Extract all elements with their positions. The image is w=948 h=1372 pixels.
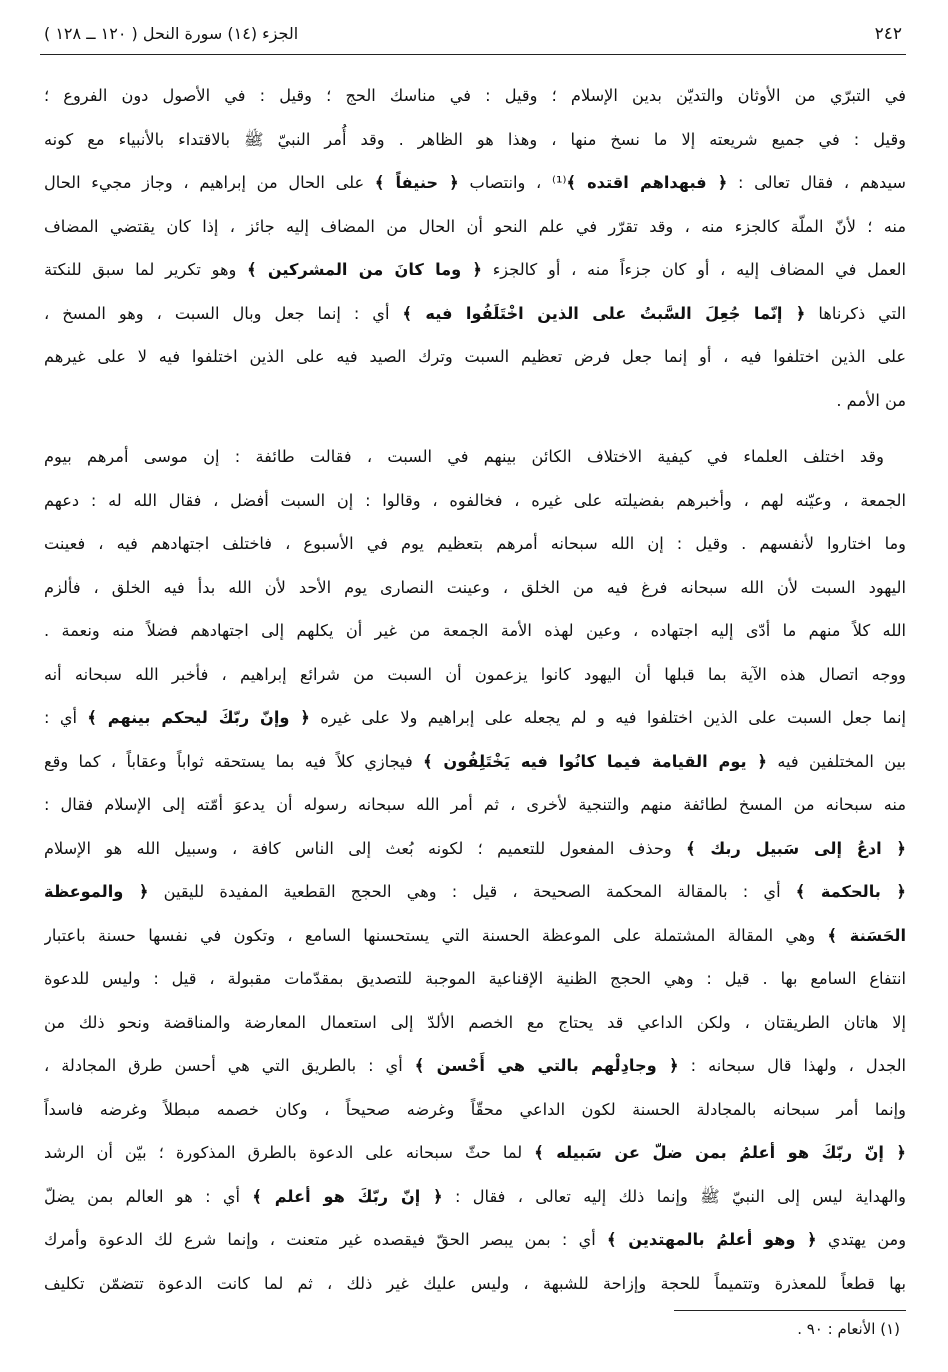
text-run: على الحال من إبراهيم ، وجاز مجيء الحال	[44, 173, 375, 192]
text-run: فيجازي كلاً فيه بما يستحقه ثواباً وعقاباً ، كما وقع	[44, 751, 424, 771]
text-run: منه ؛ لأنّ الملّة كالجزء منه ، وقد تقرّر في علم النحو أن الحال من المضاف إليه جائز ، إذا كان يقتضي المضاف	[44, 216, 906, 236]
text-run: في التبرّي من الأوثان والتديّن بدين الإسلام ؛ وقيل : في مناسك الحج ؛ وقيل : في الأصول دون الفروع ؛	[44, 86, 906, 105]
text-line	[44, 1135, 906, 1179]
text-run: ⁽¹⁾ ، وانتصاب	[458, 173, 567, 192]
quran-quote: ﴿ حنيفاً ﴾	[374, 173, 459, 192]
quran-quote: الحَسَنة ﴾	[827, 925, 906, 945]
text-run: أي : هو العالم بمن يضلّ	[44, 1186, 253, 1206]
paragraph-gap	[44, 426, 906, 439]
text-run: بين المختلفين فيه	[766, 751, 906, 771]
quran-quote: ﴿ والموعظة	[44, 882, 149, 901]
text-run: وما اختاروا لأنفسهم . وقيل : إن الله سبحانه أمرهم بتعظيم يوم في الأسبوع ، فاختلف اجتهادهم فيه ، فعينت	[44, 534, 906, 553]
text-run: وحذف المفعول للتعميم ؛ لكونه بُعث إلى الناس كافة ، وسبيل الله هو الإسلام	[44, 838, 687, 858]
text-run: وقيل : في جميع شريعته إلا ما نسخ منها ، وهذا هو الظاهر . وقد أُمر النبيّ ﷺ بالاقتداء بالأنبياء مع كونه	[44, 129, 906, 149]
text-run: الجدل ، ولهذا قال سبحانه :	[678, 1056, 906, 1075]
text-line	[44, 1222, 906, 1266]
text-line	[44, 700, 906, 744]
footnote: (١) الأنعام : ٩٠ .	[797, 1320, 900, 1338]
text-run: انتفاع السامع بها . قيل : وهي الحجج الظنية الإقناعية الموجبة للتصديق بمقدّمات مقبولة ، قيل : وليس للدعوة	[44, 969, 906, 988]
text-line	[44, 526, 906, 570]
quran-quote: ﴿ ادعُ إلى سَبيل ربك ﴾	[686, 838, 906, 858]
text-line	[44, 657, 906, 701]
quran-quote: ﴿ وجادِلْهم بالتي هي أَحْسن ﴾	[414, 1056, 679, 1075]
page-number: ٢٤٢	[874, 24, 902, 44]
text-run: الجمعة ، وعيّنه لهم ، وأخبرهم بفضيلته على غيره ، فخالفوه ، وقالوا : إن السبت أفضل ، فقال الله له : دعهم	[44, 490, 906, 510]
text-run: التي ذكرناها	[805, 303, 906, 323]
text-run: من الأمم .	[836, 390, 906, 410]
text-line	[44, 296, 906, 340]
text-line	[44, 209, 906, 253]
quran-quote: ﴿ إنّ ربّكَ هو أعلم ﴾	[252, 1186, 443, 1206]
quran-quote: ﴿ يوم القيامة فيما كانُوا فيه يَخْتَلِفُون ﴾	[423, 751, 767, 771]
running-header	[40, 22, 906, 55]
text-line	[44, 1179, 906, 1223]
text-run: وهي المقالة المشتملة على الموعظة الحسنة التي يستحسنها السامع ، وتكون في نفسها حسنة باعتبار	[44, 925, 828, 945]
text-run: على الذين اختلفوا فيه ، أو إنما جعل فرض تعظيم السبت وترك الصيد فيه على الذين اختلفوا فيه لا على غيرهم	[44, 347, 906, 366]
text-run: الله كلاً منهم ما أدّى إليه اجتهاده ، وعين لهذه الأمة الجمعة من غير أن يكلهم إلى اجتهادهم فضلاً منه ونعمة .	[44, 621, 906, 640]
quran-quote: ﴿ وهو أعلمُ بالمهتدين ﴾	[607, 1230, 817, 1249]
text-run: أي : بمن يبصر الحقّ فيقصده غير متعنت ، وإنما شرع لك الدعوة وأمرك	[44, 1230, 608, 1249]
text-line	[44, 1266, 906, 1310]
text-line	[44, 439, 906, 483]
text-line	[44, 383, 906, 427]
text-run: أي : بالمقالة المحكمة الصحيحة ، قيل : وهي الحجج القطعية المفيدة لليقين	[148, 882, 796, 901]
text-line	[44, 787, 906, 831]
quran-quote: ﴿ فبهداهم اقتده ﴾	[566, 173, 728, 192]
text-line	[44, 918, 906, 962]
footnote-divider	[674, 1310, 906, 1311]
page-body	[44, 78, 906, 1309]
quran-quote: ﴿ بالحكمة ﴾	[795, 882, 906, 901]
quran-quote: ﴿ وما كانَ من المشركين ﴾	[247, 260, 482, 279]
text-run: إلا هاتان الطريقتان ، ولكن الداعي قد يحتاج مع الخصم الألدّ إلى استعمال المعارضة والمناقضة ونحو ذلك من	[44, 1012, 906, 1032]
text-run: أي :	[44, 708, 88, 727]
running-title: الجزء (١٤) سورة النحل ( ١٢٠ ــ ١٢٨ )	[44, 24, 299, 43]
text-run: إنما جعل السبت على الذين اختلفوا فيه و لم يجعله على إبراهيم ولا على غيره	[309, 708, 906, 727]
text-run: بها قطعاً للمعذرة وتتميماً للحجة وإزاحة للشبهة ، وليس عليك غير ذلك ، ثم لما كانت الدعوة تتضمّن تكليف	[44, 1273, 906, 1293]
text-line	[44, 122, 906, 166]
quran-quote: ﴿ وإنّ ربّكَ ليحكم بينهم ﴾	[87, 708, 310, 727]
quran-quote: ﴿ إنّ ربّكَ هو أعلمُ بمن ضلّ عن سَبيله ﴾	[534, 1143, 906, 1162]
text-run: ومن يهتدي	[816, 1230, 906, 1249]
text-run: أي : بالطريق التي هي أحسن طرق المجادلة ،	[44, 1056, 415, 1075]
text-line	[44, 165, 906, 209]
text-line	[44, 831, 906, 875]
text-run: العمل في المضاف إليه ، أو كان جزءاً منه ، أو كالجزء	[481, 260, 906, 279]
text-run: والهداية ليس إلى النبيّ ﷺ وإنما ذلك إليه تعالى ، فقال :	[442, 1186, 906, 1206]
text-run: لما حثّ سبحانه على الدعوة بالطرق المذكورة ؛ بيّن أن الرشد	[44, 1143, 535, 1162]
text-line	[44, 1005, 906, 1049]
text-line	[44, 483, 906, 527]
text-line	[44, 874, 906, 918]
text-line	[44, 744, 906, 788]
text-run: وإنما أمر سبحانه بالمجادلة الحسنة لكون الداعي محقّاً وغرضه صحيحاً ، وكان خصمه مبطلاً وغرضه فاسداً	[44, 1099, 906, 1119]
text-run: ووجه اتصال هذه الآية بما قبلها أن اليهود كانوا يزعمون أن السبت من شرائع إبراهيم ، فأخبر الله سبحانه أنه	[44, 664, 906, 684]
text-line	[44, 613, 906, 657]
text-run: منه سبحانه من المسخ لطائفة منهم والتنجية لأخرى ، ثم أمر الله سبحانه رسوله أن يدعوَ أمّته إلى الإسلام فقال :	[44, 795, 906, 814]
text-run: سيدهم ، فقال تعالى :	[727, 173, 906, 192]
text-line	[44, 252, 906, 296]
text-line	[44, 1048, 906, 1092]
text-line	[44, 78, 906, 122]
text-run: اليهود السبت لأن الله سبحانه فرغ فيه من الخلق ، وعينت النصارى يوم الأحد لأن الله بدأ فيه الخلق ، فألزم	[44, 577, 906, 597]
text-line	[44, 1092, 906, 1136]
text-run: وهو تكرير لما سبق للنكتة	[44, 260, 248, 279]
text-run: وقد اختلف العلماء في كيفية الاختلاف الكائن بينهم في السبت ، فقالت طائفة : إن موسى أمرهم بيوم	[44, 447, 884, 466]
quran-quote: ﴿ إنّما جُعِلَ السَّبتُ على الذين اخْتَلَفُوا فيه ﴾	[402, 303, 806, 323]
text-line	[44, 570, 906, 614]
text-line	[44, 961, 906, 1005]
text-line	[44, 339, 906, 383]
text-run: أي : إنما جعل وبال السبت ، وهو المسخ ،	[44, 303, 403, 323]
